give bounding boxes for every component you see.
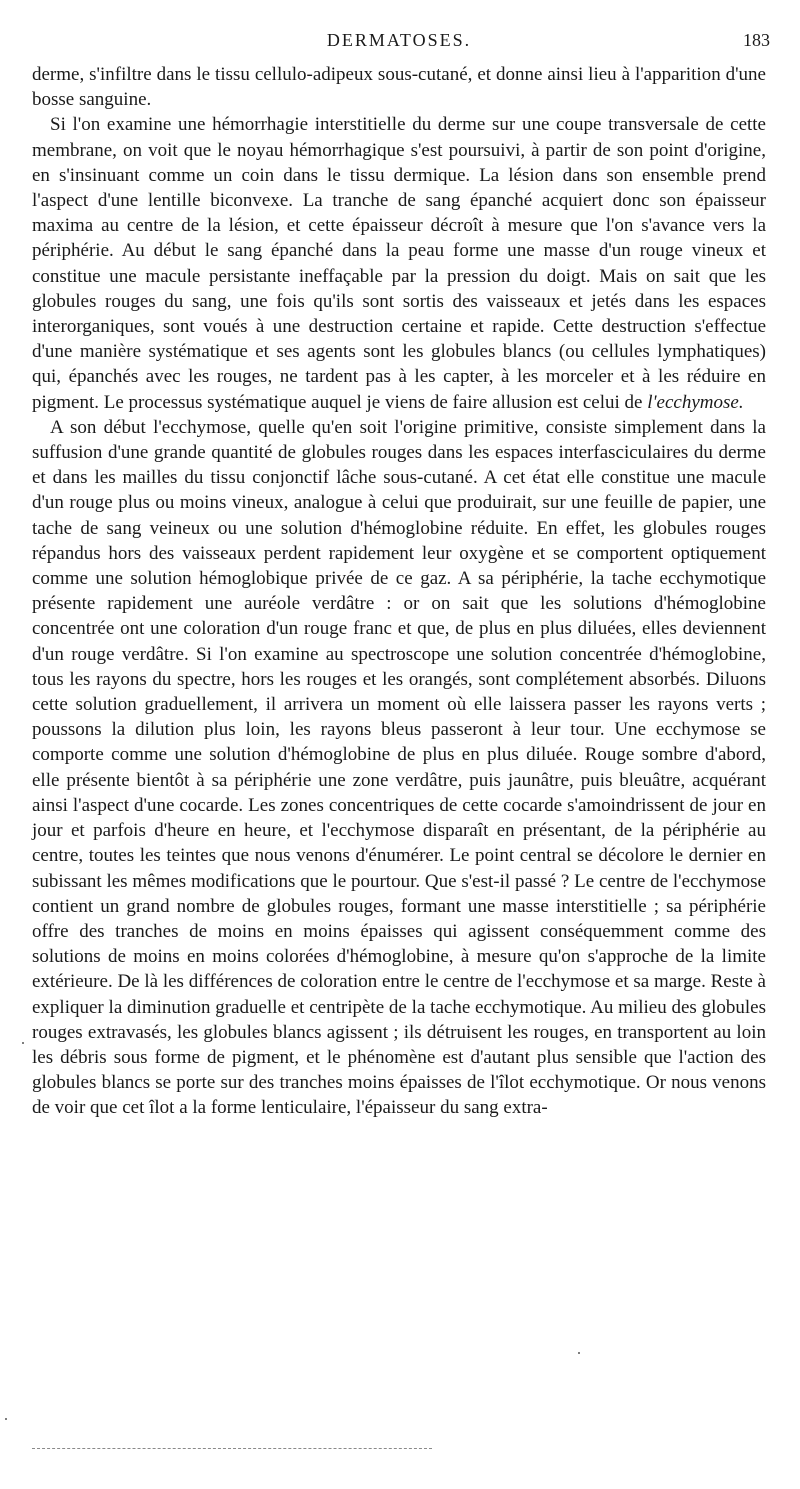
running-title: DERMATOSES. — [326, 30, 472, 50]
italic-term: l'ecchymose. — [647, 391, 744, 413]
body-text — [32, 62, 766, 1121]
paragraph-text: Si l'on examine une hémorrhagie interstitielle du derme sur une coupe transversale de cette membrane, on voit que le noyau hémorrhagique s'est poursuivi, à partir de son point d'origine, en s'insinuant comme un coin dans le tissu dermique. La lésion dans son ensemble prend l'aspect d'une lentille biconvexe. La tranche de sang épanché acquiert donc son épaisseur maxima au centre de la lésion, et cette épaisseur décroît à mesure que l'on s'avance vers la périphérie. Au début le sang épanché dans la peau forme une masse d'un rouge vineux et constitue une macule persistante ineffaçable par la pression du doigt. Mais on sait que les globules rouges du sang, une fois qu'ils sont sortis des vaisseaux et jetés dans les espaces interorganiques, sont voués à une destruction certaine et rapide. Cette destruction s'effectue d'une manière systématique et ses agents sont les globules blancs (ou cellules lymphatiques) qui, épanchés avec les rouges, ne tardent pas à les capter, à les morceler et à les réduire en pigment. Le processus systématique auquel je viens de faire allusion est celui de — [32, 114, 766, 413]
print-speck — [22, 1042, 24, 1044]
footer-dashed-rule — [32, 1448, 432, 1449]
paragraph-text: derme, s'infiltre dans le tissu cellulo-adipeux sous-cutané, et donne ainsi lieu à l'apparition d'une bosse sanguine. — [32, 64, 766, 111]
paragraph-ecchymosis — [32, 415, 766, 1121]
page-number: 183 — [743, 30, 770, 50]
running-head — [28, 30, 770, 56]
paragraph-text: A son début l'ecchymose, quelle qu'en soit l'origine primitive, consiste simplement dans la suffusion d'une grande quantité de globules rouges dans les espaces interfasciculaires du derme et dans les mailles du tissu conjonctif lâche sous-cutané. A cet état elle constitue une macule d'un rouge plus ou moins vineux, analogue à celui que produirait, sur une feuille de papier, une tache de sang veineux ou une solution d'hémoglobine réduite. En effet, les globules rouges répandus hors des vaisseaux perdent rapidement leur oxygène et se comportent optiquement comme une solution hémoglobique privée de ce gaz. A sa périphérie, la tache ecchymotique présente rapidement une auréole verdâtre : or on sait que les solutions d'hémoglobine concentrée ont une coloration d'un rouge franc et que, de plus en plus diluées, elles deviennent d'un rouge verdâtre. Si l'on examine au spectroscope une solution concentrée d'hémoglobine, tous les rayons du spectre, hors les rouges et les orangés, sont complétement absorbés. Diluons cette solution graduellement, il arrivera un moment où elle laissera passer les rayons verts ; poussons la dilution plus loin, les rayons bleus passeront à leur tour. Une ecchymose se comporte comme une solution d'hémoglobine de plus en plus diluée. Rouge sombre d'abord, elle présente bientôt à sa périphérie une zone verdâtre, puis jaunâtre, puis bleuâtre, acquérant ainsi l'aspect d'une cocarde. Les zones concentriques de cette cocarde s'amoindrissent de jour en jour et parfois d'heure en heure, et l'ecchymose disparaît en présentant, de la périphérie au centre, toutes les teintes que nous venons d'énumérer. Le point central se décolore le dernier en subissant les mêmes modifications que le pourtour. Que s'est-il passé ? Le centre de l'ecchymose contient un grand nombre de globules rouges, formant une masse interstitielle ; sa périphérie offre des tranches de moins en moins épaisses qui agissent conséquemment comme des solutions de moins en moins colorées d'hémoglobine, à mesure qu'on s'approche de la limite extérieure. De là les différences de coloration entre le centre de l'ecchymose et sa marge. Reste à expliquer la diminution graduelle et centripète de la tache ecchymotique. Au milieu des globules rouges extravasés, les globules blancs agissent ; ils détruisent les rouges, en transportent au loin les débris sous forme de pigment, et le phénomène est d'autant plus sensible que l'action des globules blancs se porte sur des tranches moins épaisses de l'îlot ecchymotique. Or nous venons de voir que cet îlot a la forme lenticulaire, l'épaisseur du sang extra- — [32, 416, 766, 1119]
paragraph-continuation — [32, 62, 766, 112]
print-speck — [5, 1418, 7, 1420]
paragraph-hemorrhage — [32, 112, 766, 414]
print-speck — [578, 1352, 580, 1354]
